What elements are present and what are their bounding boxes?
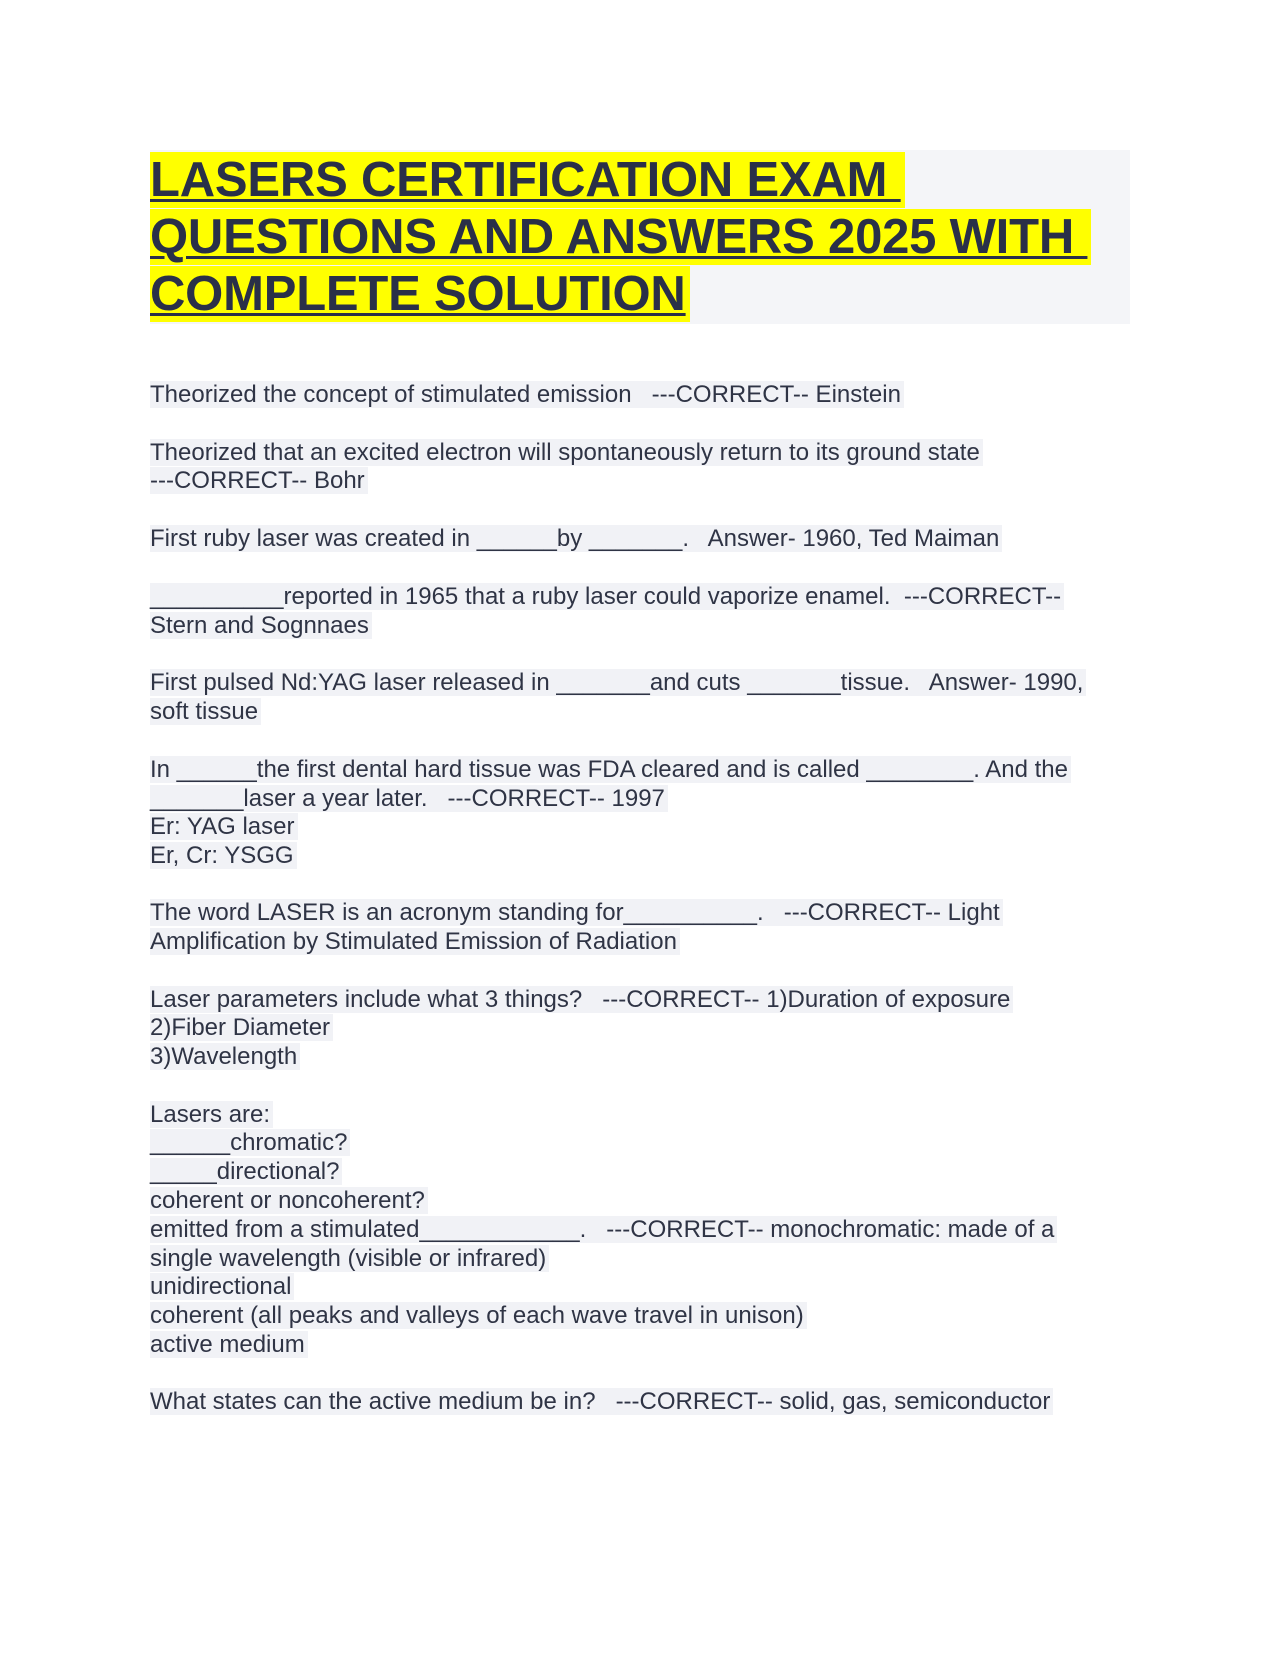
qa-line: ______chromatic? bbox=[150, 1128, 350, 1157]
qa-line: __________reported in 1965 that a ruby laser could vaporize enamel. ---CORRECT-- bbox=[150, 582, 1064, 611]
qa-line: Er: YAG laser bbox=[150, 812, 298, 841]
title-line-1: LASERS CERTIFICATION EXAM bbox=[150, 152, 905, 208]
qa-line: The word LASER is an acronym standing for__________. ---CORRECT-- Light bbox=[150, 898, 1003, 927]
qa-line: ---CORRECT-- Bohr bbox=[150, 466, 368, 495]
qa-line: active medium bbox=[150, 1330, 308, 1359]
qa-line: _______laser a year later. ---CORRECT-- 1997 bbox=[150, 784, 668, 813]
qa-line: coherent or noncoherent? bbox=[150, 1186, 428, 1215]
qa-line: coherent (all peaks and valleys of each wave travel in unison) bbox=[150, 1301, 807, 1330]
qa-line: Er, Cr: YSGG bbox=[150, 841, 297, 870]
qa-line: First ruby laser was created in ______by _______. Answer- 1960, Ted Maiman bbox=[150, 524, 1002, 553]
qa-line: single wavelength (visible or infrared) bbox=[150, 1244, 549, 1273]
qa-line: 2)Fiber Diameter bbox=[150, 1013, 333, 1042]
qa-line: 3)Wavelength bbox=[150, 1042, 300, 1071]
qa-line: unidirectional bbox=[150, 1272, 294, 1301]
qa-line: Stern and Sognnaes bbox=[150, 611, 372, 640]
qa-line: In ______the first dental hard tissue was FDA cleared and is called ________. And the bbox=[150, 755, 1071, 784]
qa-line: soft tissue bbox=[150, 697, 261, 726]
title-line-2: QUESTIONS AND ANSWERS 2025 WITH bbox=[150, 209, 1091, 265]
qa-line: Amplification by Stimulated Emission of Radiation bbox=[150, 927, 680, 956]
qa-line: Theorized the concept of stimulated emission ---CORRECT-- Einstein bbox=[150, 380, 904, 409]
document-title bbox=[150, 150, 1130, 324]
qa-line: Laser parameters include what 3 things? ---CORRECT-- 1)Duration of exposure bbox=[150, 985, 1013, 1014]
qa-line: First pulsed Nd:YAG laser released in _______and cuts _______tissue. Answer- 1990, bbox=[150, 668, 1086, 697]
qa-line: Theorized that an excited electron will spontaneously return to its ground state bbox=[150, 438, 983, 467]
qa-line: emitted from a stimulated____________. ---CORRECT-- monochromatic: made of a bbox=[150, 1215, 1057, 1244]
qa-line: What states can the active medium be in? ---CORRECT-- solid, gas, semiconductor bbox=[150, 1387, 1053, 1416]
qa-line: Lasers are: bbox=[150, 1100, 273, 1129]
title-line-3: COMPLETE SOLUTION bbox=[150, 266, 690, 322]
qa-line: _____directional? bbox=[150, 1157, 342, 1186]
